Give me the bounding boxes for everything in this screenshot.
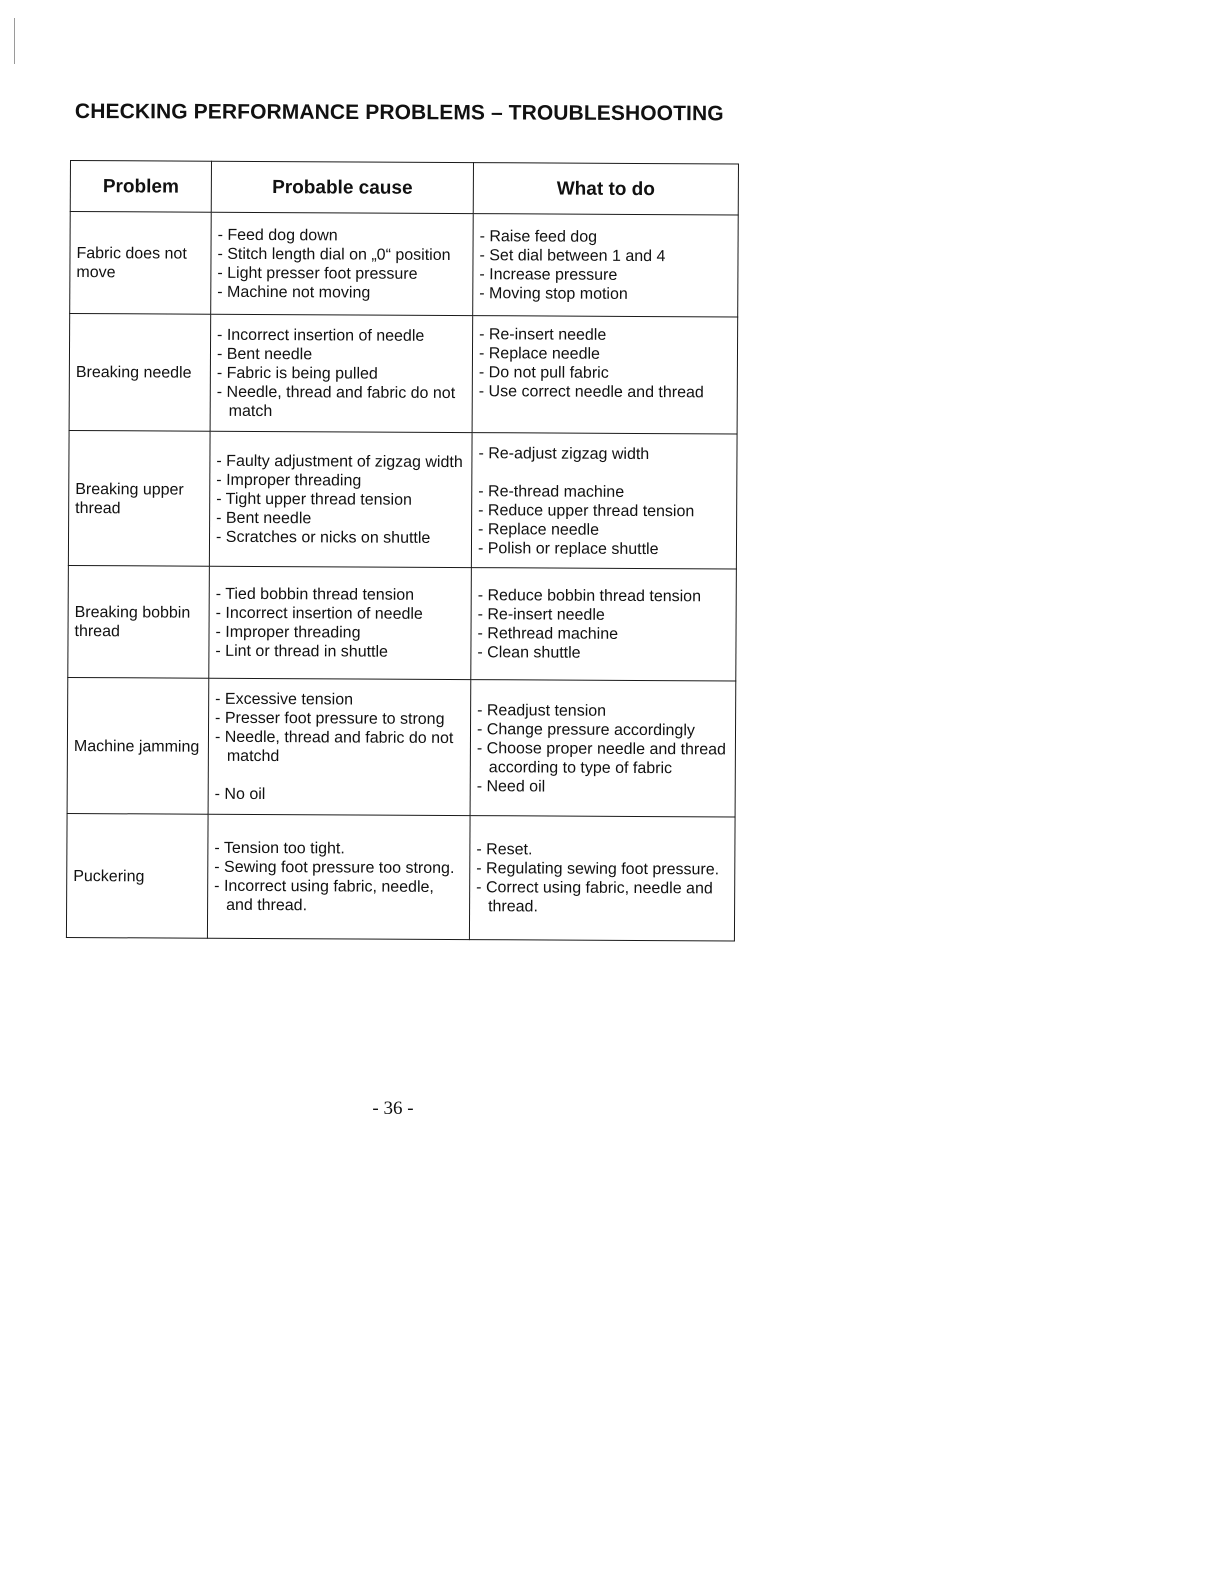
action-item: - Replace needle (478, 345, 601, 363)
cause-item: - Incorrect using fabric, needle, and thread. (214, 877, 434, 915)
action-item: - Use correct needle and thread (478, 383, 704, 402)
action-item: - Change pressure accordingly (476, 720, 695, 739)
action-cell (472, 316, 738, 434)
table-row (67, 677, 736, 816)
cause-item: - Bent needle (216, 345, 313, 364)
cause-item: - Fabric is being pulled (216, 364, 378, 383)
table-row (68, 565, 737, 680)
action-item: - Polish or replace shuttle (477, 539, 659, 558)
action-item: - Raise feed dog (479, 228, 598, 246)
cause-item: - Bent needle (216, 509, 312, 528)
action-item: - Re-adjust zigzag width (478, 444, 650, 463)
action-item: - Clean shuttle (477, 644, 581, 662)
action-item: - Increase pressure (479, 266, 618, 284)
cause-cell (209, 431, 472, 567)
action-item: - Rethread machine (477, 625, 619, 643)
problem-cell: Breaking bobbin thread (68, 565, 210, 678)
action-item: - Re-insert needle (477, 606, 605, 624)
cause-item: - Improper threading (215, 623, 361, 642)
action-item: - Reset. (476, 841, 533, 859)
action-item: - Replace needle (478, 520, 600, 539)
cause-item: - Incorrect insertion of needle (215, 604, 423, 623)
action-item: - Reduce bobbin thread tension (477, 587, 702, 606)
cause-item: - Needle, thread and fabric do not match (216, 383, 456, 421)
cause-item: - Faulty adjustment of zigzag width (216, 452, 463, 472)
cause-cell (210, 314, 473, 432)
cause-item: - Tight upper thread tension (216, 490, 412, 509)
troubleshooting-table-container (66, 160, 739, 941)
action-item: - Regulating sewing foot pressure. (476, 860, 720, 879)
cause-item: - Feed dog down (217, 226, 338, 245)
cause-item: - Improper threading (216, 471, 362, 490)
table-row (66, 813, 735, 940)
cause-item: - Machine not moving (217, 283, 371, 302)
cause-item: - Lint or thread in shuttle (215, 642, 389, 661)
action-cell (471, 568, 737, 681)
cause-item: - Light presser foot pressure (217, 264, 418, 283)
action-item: - Choose proper needle and thread according to type of fabric (476, 739, 727, 777)
table-row (69, 314, 738, 434)
action-item: - Readjust tension (477, 701, 607, 720)
page-number: - 36 - (372, 1098, 414, 1119)
cause-cell (208, 678, 471, 815)
action-cell (469, 816, 735, 941)
action-cell (473, 214, 739, 317)
table-row (70, 212, 739, 317)
scan-edge-mark (14, 18, 15, 64)
cause-item: - Presser foot pressure to strong (215, 709, 445, 728)
action-item: - Do not pull fabric (478, 364, 609, 382)
cause-item: - Scratches or nicks on shuttle (215, 528, 431, 547)
action-item: - Correct using fabric, needle and thread. (476, 879, 713, 916)
action-cell (471, 433, 737, 569)
problem-cell: Breaking upper thread (68, 430, 210, 566)
cause-item: - Tied bobbin thread tension (215, 585, 415, 604)
action-item: - Reduce upper thread tension (478, 501, 695, 520)
problem-cell: Puckering (66, 813, 208, 938)
cause-item: - Needle, thread and fabric do not matchd (214, 728, 454, 766)
cause-item: - Excessive tension (215, 690, 354, 709)
cause-item: - Incorrect insertion of needle (217, 326, 425, 345)
page-title: CHECKING PERFORMANCE PROBLEMS – TROUBLESHOOTING (74, 100, 724, 126)
header-probable-cause: Probable cause (211, 161, 473, 213)
action-item: - Re-insert needle (479, 326, 607, 344)
problem-cell: Machine jamming (67, 677, 209, 814)
action-item: - Need oil (476, 777, 546, 795)
action-cell (470, 680, 736, 817)
problem-cell: Breaking needle (69, 314, 211, 432)
cause-cell (207, 814, 470, 939)
action-item: - Moving stop motion (479, 285, 628, 303)
table-row (68, 430, 737, 568)
action-item: - Set dial between 1 and 4 (479, 247, 666, 266)
action-item: - Re-thread machine (478, 482, 625, 501)
problem-cell: Fabric does not move (70, 212, 212, 315)
troubleshooting-table (66, 160, 739, 941)
cause-item: - Stitch length dial on „0“ position (217, 245, 451, 264)
cause-item: - Tension too tight. (214, 839, 345, 858)
cause-cell (211, 212, 474, 315)
cause-item: - Sewing foot pressure too strong. (214, 858, 455, 878)
cause-item: - No oil (214, 785, 266, 804)
header-problem: Problem (70, 161, 211, 213)
header-what-to-do: What to do (473, 163, 738, 215)
table-header-row (70, 161, 738, 215)
cause-cell (209, 566, 472, 679)
